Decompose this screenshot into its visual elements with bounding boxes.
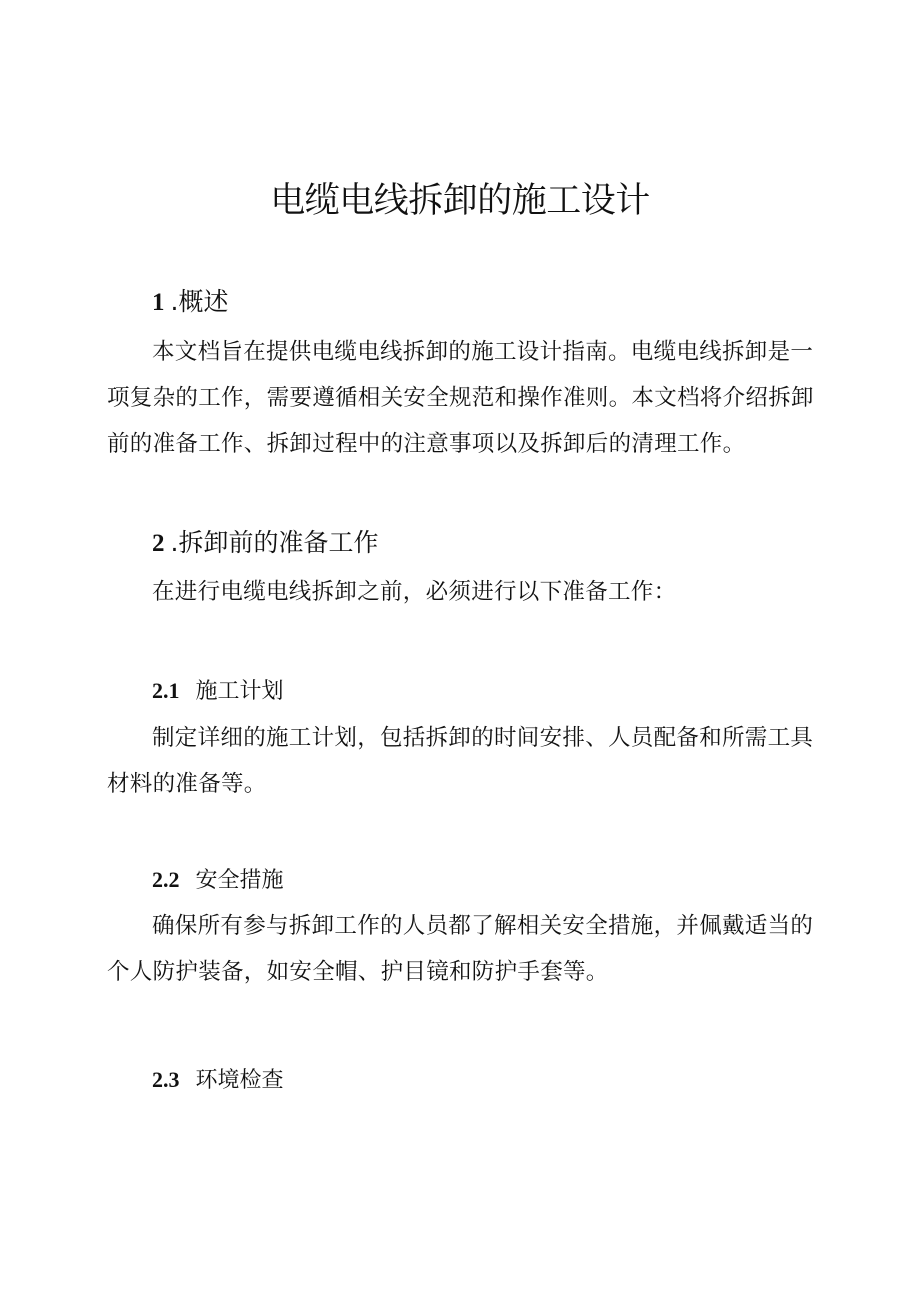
section-paragraph-overview: 本文档旨在提供电缆电线拆卸的施工设计指南。电缆电线拆卸是一项复杂的工作，需要遵循相关安全规范和操作准则。本文档将介绍拆卸前的准备工作、拆卸过程中的注意事项以及拆卸后的清理工作。 — [107, 339, 814, 457]
section-number: 2 — [152, 530, 165, 557]
subsection-paragraph-safety-measures: 确保所有参与拆卸工作的人员都了解相关安全措施，并佩戴适当的个人防护装备，如安全帽、护目镜和防护手套等。 — [107, 913, 814, 985]
subsection-number: 2.2 — [152, 867, 180, 892]
section-heading-text: .拆卸前的准备工作 — [170, 528, 379, 557]
subsection-heading-environment-check — [152, 1064, 284, 1097]
section-heading-text: .概述 — [170, 287, 229, 316]
section-paragraph-preparation: 在进行电缆电线拆卸之前，必须进行以下准备工作： — [152, 579, 677, 605]
subsection-number: 2.1 — [152, 678, 180, 703]
subsection-heading-text: 施工计划 — [195, 679, 284, 704]
section-heading-overview — [152, 284, 228, 321]
document-title: 电缆电线拆卸的施工设计 — [270, 181, 650, 221]
section-heading-preparation — [152, 525, 378, 562]
subsection-heading-safety-measures — [152, 864, 284, 897]
subsection-paragraph-construction-plan: 制定详细的施工计划，包括拆卸的时间安排、人员配备和所需工具材料的准备等。 — [107, 725, 814, 797]
subsection-heading-text: 环境检查 — [195, 1068, 284, 1093]
subsection-heading-text: 安全措施 — [195, 868, 284, 893]
section-number: 1 — [152, 289, 165, 316]
subsection-number: 2.3 — [152, 1067, 180, 1092]
subsection-heading-construction-plan — [152, 675, 284, 708]
